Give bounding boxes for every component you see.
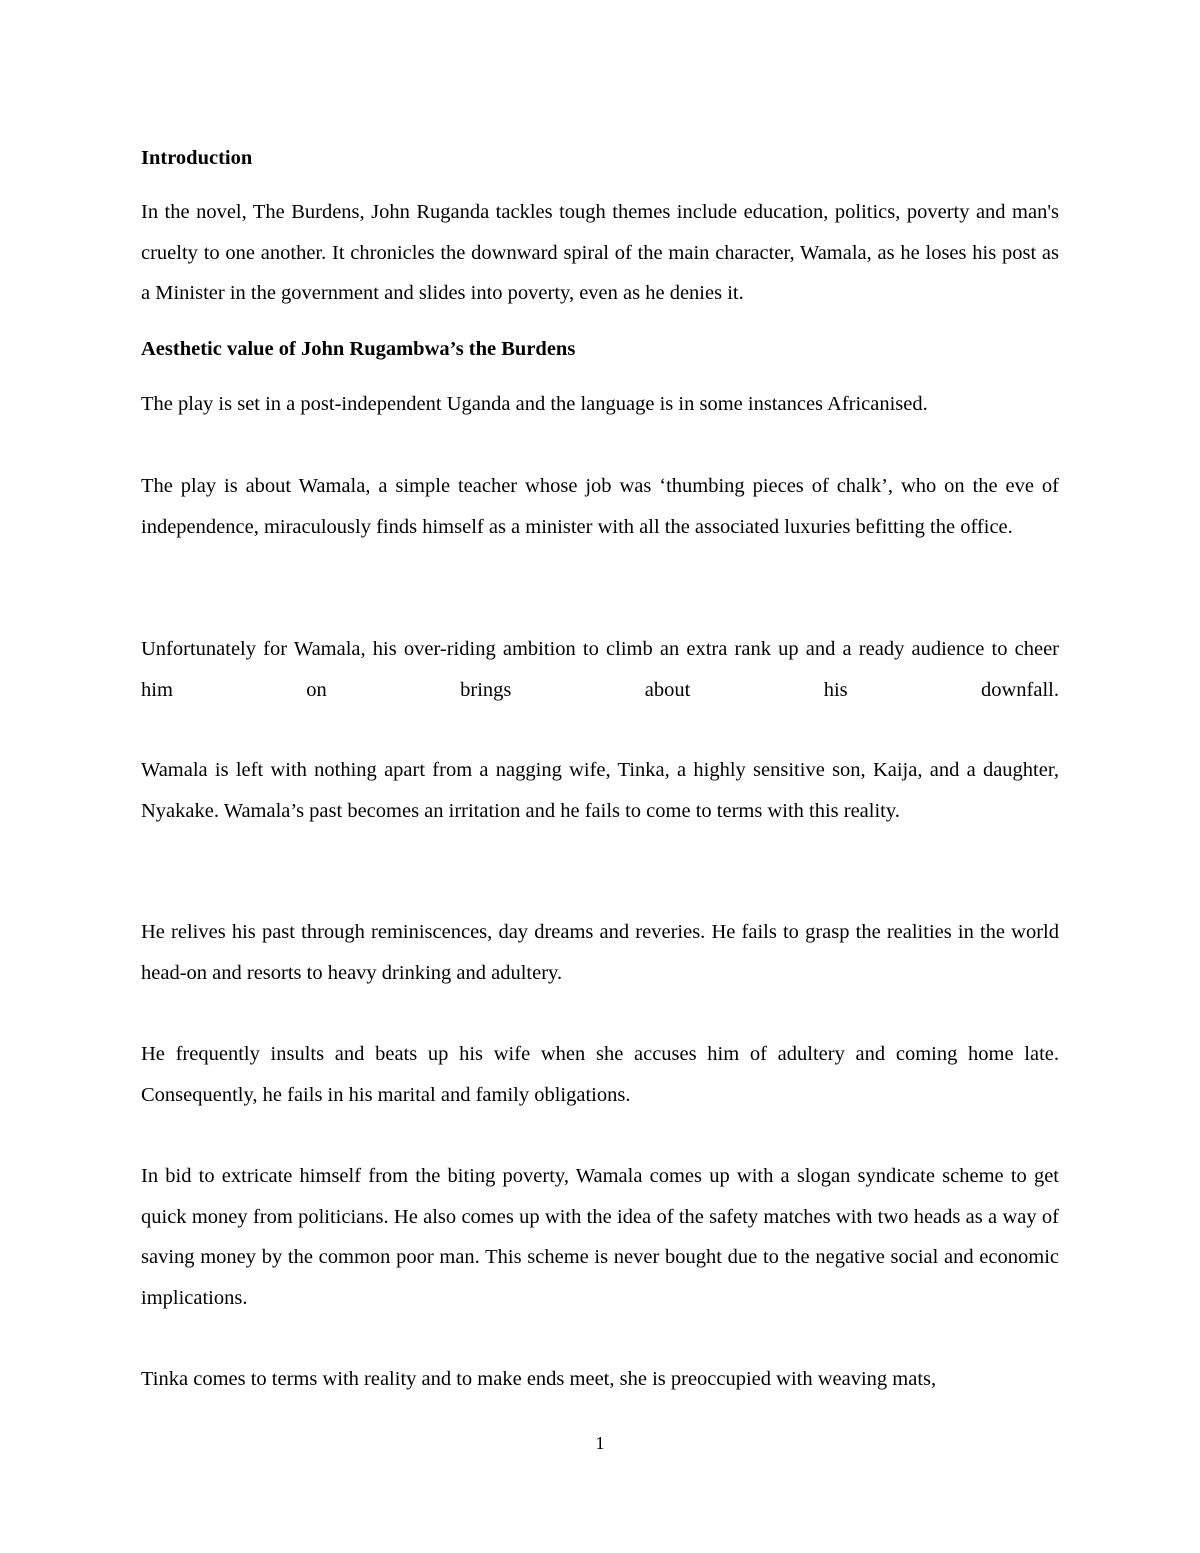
paragraph-slogan-syndicate: In bid to extricate himself from the biting poverty, Wamala comes up with a slogan syndicate scheme to get quick money from politicians. He also comes up with the idea of the safety matches with two heads as a way of saving money by the common poor man. This scheme is never bought due to the negative social and economic implications. — [141, 1165, 1059, 1310]
introduction-heading: Introduction — [141, 147, 253, 169]
paragraph-insults: He frequently insults and beats up his wife when she accuses him of adultery and coming home late. Consequently, he fails in his marital and family obligations. — [141, 1043, 1059, 1106]
page-number: 1 — [595, 1433, 605, 1453]
introduction-paragraph: In the novel, The Burdens, John Ruganda tackles tough themes include education, politics, poverty and man's cruelty to one another. It chronicles the downward spiral of the main character, Wamala, as he loses his post as a Minister in the government and slides into poverty, even as he denies it. — [141, 201, 1059, 305]
paragraph-wamala-teacher: The play is about Wamala, a simple teacher whose job was ‘thumbing pieces of chalk’, who on the eve of independence, miraculously finds himself as a minister with all the associated luxuries befitting the office. — [141, 475, 1059, 538]
paragraph-setting: The play is set in a post-independent Uganda and the language is in some instances Africanised. — [141, 393, 928, 415]
paragraph-tinka: Tinka comes to terms with reality and to make ends meet, she is preoccupied with weaving mats, — [141, 1368, 937, 1390]
paragraph-family: Wamala is left with nothing apart from a nagging wife, Tinka, a highly sensitive son, Kaija, and a daughter, Nyakake. Wamala’s past becomes an irritation and he fails to come to terms with this reality. — [141, 759, 1059, 822]
paragraph-reminiscences: He relives his past through reminiscences, day dreams and reveries. He fails to grasp the realities in the world head-on and resorts to heavy drinking and adultery. — [141, 921, 1059, 984]
paragraph-ambition: Unfortunately for Wamala, his over-riding ambition to climb an extra rank up and a ready audience to cheer him on brings about his downfall. — [141, 638, 1059, 701]
aesthetic-value-heading: Aesthetic value of John Rugambwa’s the Burdens — [141, 338, 576, 360]
